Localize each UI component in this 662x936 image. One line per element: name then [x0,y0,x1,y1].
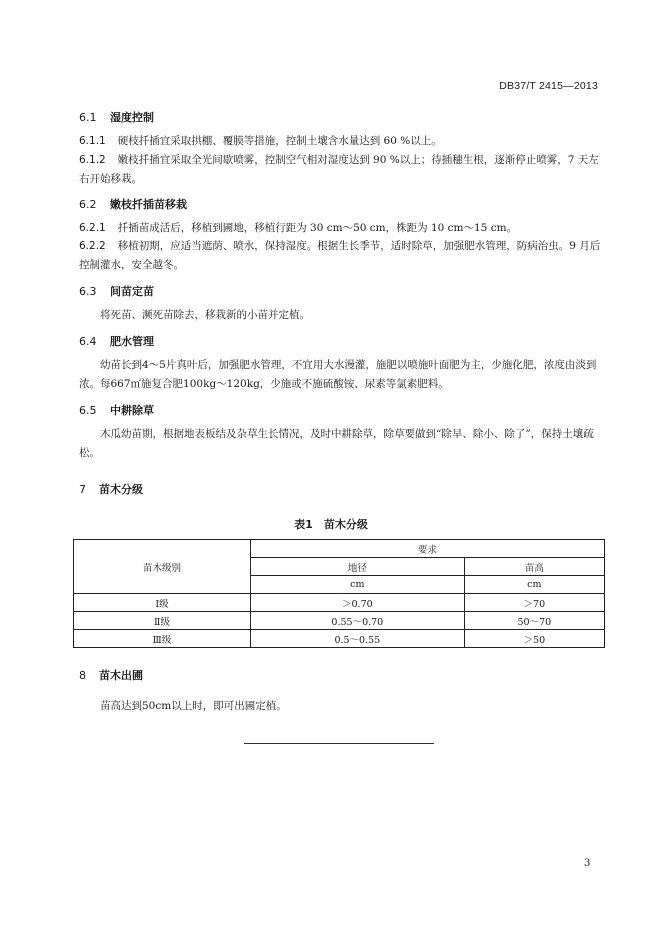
section-6-4-heading [79,333,154,349]
end-rule [244,743,434,744]
header-grade: 苗木级别 [74,540,251,594]
clause-6-1-2 [79,151,607,189]
section-6-1-heading [79,109,154,125]
clause-number: 6.1.2 [79,154,106,166]
clause-text: 移植初期，应适当遮荫、喷水，保持湿度。根据生长季节，适时除草，加强肥水管理，防病治虫。9 月后控制灌水，安全越冬。 [79,240,601,271]
section-6-4-text: 幼苗长到4～5片真叶后，加强肥水管理，不宜用大水漫灌，施肥以喷施叶面肥为主，少施化肥，浓度由淡到浓。每667㎡施复合肥100kg～120kg，少施或不施硫酸铵、尿素等氯素肥料。 [79,359,597,390]
table-row [74,594,605,612]
cell-diameter: ＞0.70 [251,594,465,612]
header-diameter-unit: cm [251,576,465,594]
section-title: 肥水管理 [110,335,154,348]
cell-diameter: 0.55～0.70 [251,612,465,630]
section-number: 7 [79,483,86,496]
section-6-5-heading [79,402,154,418]
header-height: 苗高 [464,558,604,576]
cell-height: ＞70 [464,594,604,612]
cell-diameter: 0.5～0.55 [251,630,465,648]
section-6-2-heading [79,196,187,212]
clause-6-2-2 [79,237,607,275]
clause-6-1-1 [79,132,607,151]
section-title: 湿度控制 [110,111,154,124]
section-number: 6.2 [79,198,97,211]
section-title: 苗木分级 [99,483,143,496]
cell-grade: Ⅱ级 [74,612,251,630]
table-row [74,630,605,648]
section-title: 嫩枝扦插苗移栽 [110,198,187,211]
table-caption: 表1 苗木分级 [294,518,368,531]
clause-text: 嫩枝扦插宜采取全光间歇喷雾，控制空气相对湿度达到 90 %以上；待插穗生根，逐渐停止喷雾，7 天左右开始移栽。 [79,154,599,185]
section-number: 6.1 [79,111,97,124]
clause-text: 硬枝扦插宜采取拱棚、覆膜等措施，控制土壤含水量达到 60 %以上。 [117,135,442,147]
page-number: 3 [584,858,591,869]
grading-table [73,539,605,648]
header-height-unit: cm [464,576,604,594]
section-6-5-text: 木瓜幼苗期，根据地表板结及杂草生长情况，及时中耕除草，除草要做到“除早、除小、除了”，保持土壤疏松。 [79,428,594,459]
clause-number: 6.1.1 [79,135,106,147]
table-row [74,612,605,630]
section-number: 6.3 [79,285,97,298]
section-6-3-heading [79,283,154,299]
section-title: 苗木出圃 [99,669,143,682]
section-8-heading [79,667,143,683]
clause-number: 6.2.1 [79,222,106,234]
cell-grade: Ⅲ级 [74,630,251,648]
section-8-text: 苗高达到50cm以上时，即可出圃定植。 [100,700,287,712]
section-number: 8 [79,669,86,682]
header-requirement: 要求 [251,540,605,558]
section-title: 间苗定苗 [110,285,154,298]
standard-id: DB37/T 2415—2013 [499,80,598,92]
section-title: 中耕除草 [110,404,154,417]
section-number: 6.5 [79,404,97,417]
cell-height: 50～70 [464,612,604,630]
clause-number: 6.2.2 [79,240,106,252]
clause-text: 扦插苗成活后，移植到圃地，移植行距为 30 cm～50 cm，株距为 10 cm～15 cm。 [117,222,518,234]
section-number: 6.4 [79,335,97,348]
header-diameter: 地径 [251,558,465,576]
section-7-heading [79,481,143,497]
section-6-3-text: 将死苗、濒死苗除去，移栽新的小苗并定植。 [100,309,310,321]
clause-6-2-1 [79,219,607,238]
cell-grade: Ⅰ级 [74,594,251,612]
cell-height: ＞50 [464,630,604,648]
